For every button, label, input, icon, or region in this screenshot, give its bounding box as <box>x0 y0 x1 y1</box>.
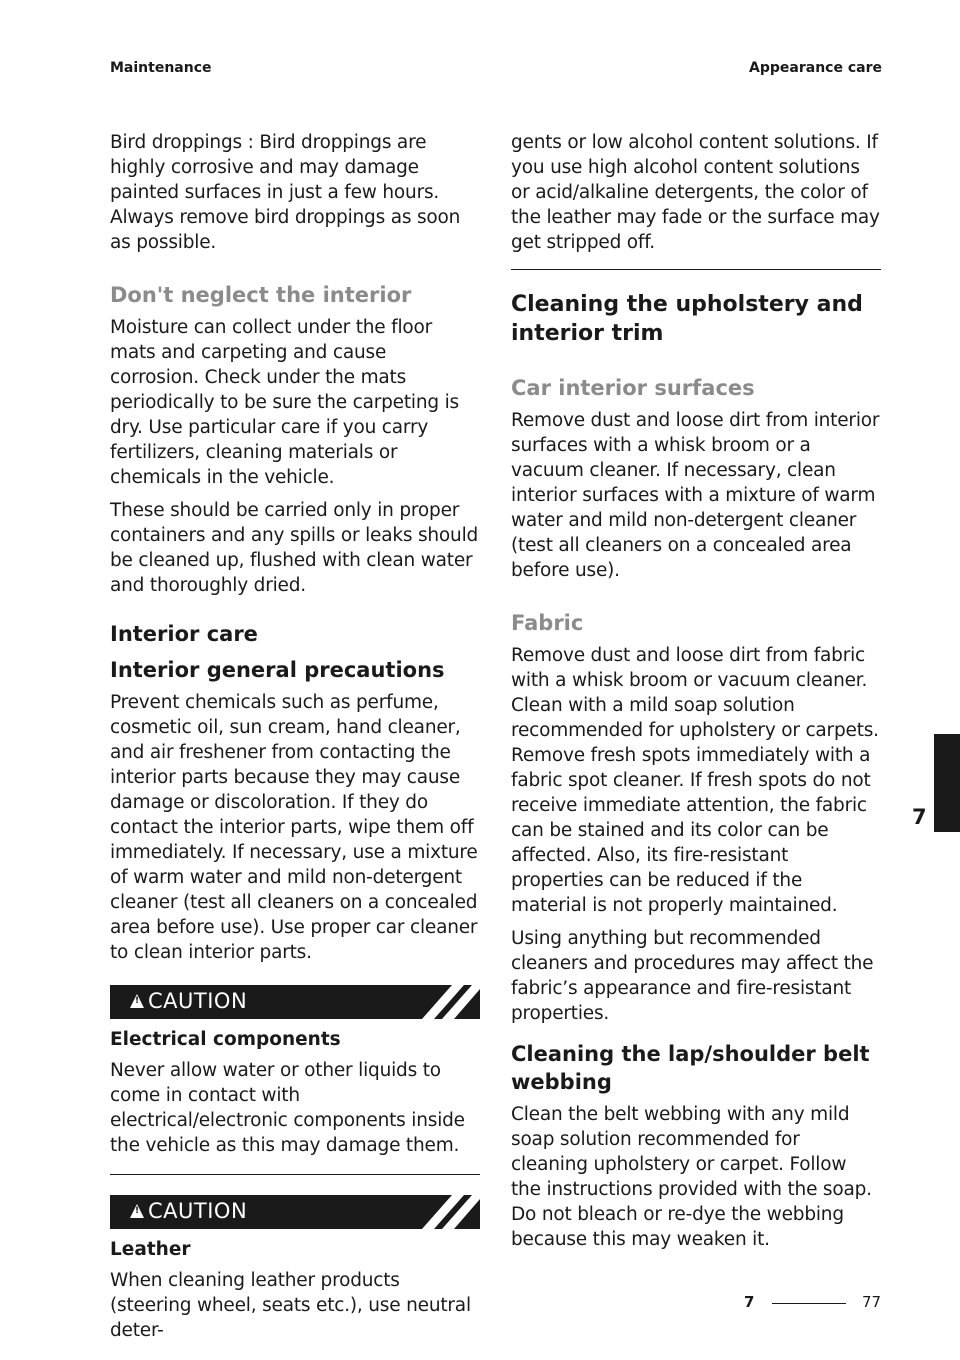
interior-precautions-heading: Interior general precautions <box>110 658 445 682</box>
footer-page-number: 77 <box>862 1293 882 1311</box>
footer-chapter-number: 7 <box>744 1293 755 1311</box>
caution-banner-electrical <box>110 985 480 1019</box>
right-column <box>511 130 881 1260</box>
footer-divider <box>772 1303 846 1304</box>
neglect-paragraph-1: Moisture can collect under the floor mats and carpeting and cause corrosion. Check under the mats periodically to be sure the carpeting is dry. Use particular care if you carry fertilizers, cleaning materials or chemicals in the vehicle. <box>110 317 459 488</box>
precautions-paragraph: Prevent chemicals such as perfume, cosmetic oil, sun cream, hand cleaner, and air freshener from contacting the interior parts because they may cause damage or discoloration. If they do contact the interior parts, wipe them off immediately. If necessary, use a mixture of warm water and mild non-detergent cleaner (test all cleaners on a concealed area before use). Use proper car cleaner to clean interior parts. <box>110 692 478 963</box>
interior-surfaces-heading: Car interior surfaces <box>511 376 755 400</box>
left-column <box>110 130 480 1351</box>
neglect-interior-heading: Don't neglect the interior <box>110 283 412 307</box>
caution-label: CAUTION <box>148 989 248 1013</box>
fabric-paragraph-1: Remove dust and loose dirt from fabric with a whisk broom or vacuum cleaner. Clean with a mild soap solution recommended for upholstery or carpets. Remove fresh spots immediately with a fabric spot cleaner. If fresh spots do not receive immediate attention, the fabric can be stained and its color can be affected. Also, its fire-resistant properties can be reduced if the material is not properly maintained. <box>511 645 879 916</box>
caution-label: CAUTION <box>148 1199 248 1223</box>
belt-webbing-paragraph: Clean the belt webbing with any mild soap solution recommended for cleaning upholstery or carpet. Follow the instructions provided with the soap. Do not bleach or re-dye the webbing because this may weaken it. <box>511 1104 872 1250</box>
caution-banner-leather <box>110 1195 480 1229</box>
caution-text-electrical: Never allow water or other liquids to come in contact with electrical/electronic components inside the vehicle as this may damage them. <box>110 1060 465 1156</box>
fabric-heading: Fabric <box>511 611 584 635</box>
warning-triangle-icon <box>130 994 144 1008</box>
interior-care-heading: Interior care <box>110 622 258 646</box>
running-header-topic: Appearance care <box>749 60 882 76</box>
caution-divider <box>110 1174 480 1175</box>
caution-title-electrical: Electrical components <box>110 1029 341 1050</box>
caution-title-leather: Leather <box>110 1239 191 1260</box>
fabric-paragraph-2: Using anything but recommended cleaners and procedures may affect the fabric’s appearance and fire-resistant properties. <box>511 928 874 1024</box>
warning-triangle-icon <box>130 1204 144 1218</box>
running-header-section: Maintenance <box>110 60 212 76</box>
hazard-stripes-icon <box>420 1195 480 1229</box>
belt-webbing-heading: Cleaning the lap/shoulder belt webbing <box>511 1042 870 1094</box>
interior-surfaces-paragraph: Remove dust and loose dirt from interior surfaces with a whisk broom or a vacuum cleaner. If necessary, clean interior surfaces with a mixture of warm water and mild non-detergent cleaner (test all cleaners on a concealed area before use). <box>511 410 880 581</box>
bird-droppings-paragraph: Bird droppings : Bird droppings are highly corrosive and may damage painted surfaces in just a few hours. Always remove bird droppings as soon as possible. <box>110 132 461 253</box>
leather-caution-end-divider <box>511 269 881 270</box>
leather-continued-paragraph: gents or low alcohol content solutions. If you use high alcohol content solutions or acid/alkaline detergents, the color of the leather may fade or the surface may get stripped off. <box>511 132 880 253</box>
chapter-tab <box>934 734 960 832</box>
hazard-stripes-icon <box>420 985 480 1019</box>
upholstery-heading: Cleaning the upholstery and interior trim <box>511 292 863 346</box>
chapter-tab-number: 7 <box>912 805 927 829</box>
neglect-paragraph-2: These should be carried only in proper containers and any spills or leaks should be cleaned up, flushed with clean water and thoroughly dried. <box>110 500 479 596</box>
caution-text-leather: When cleaning leather products (steering wheel, seats etc.), use neutral deter- <box>110 1270 471 1341</box>
